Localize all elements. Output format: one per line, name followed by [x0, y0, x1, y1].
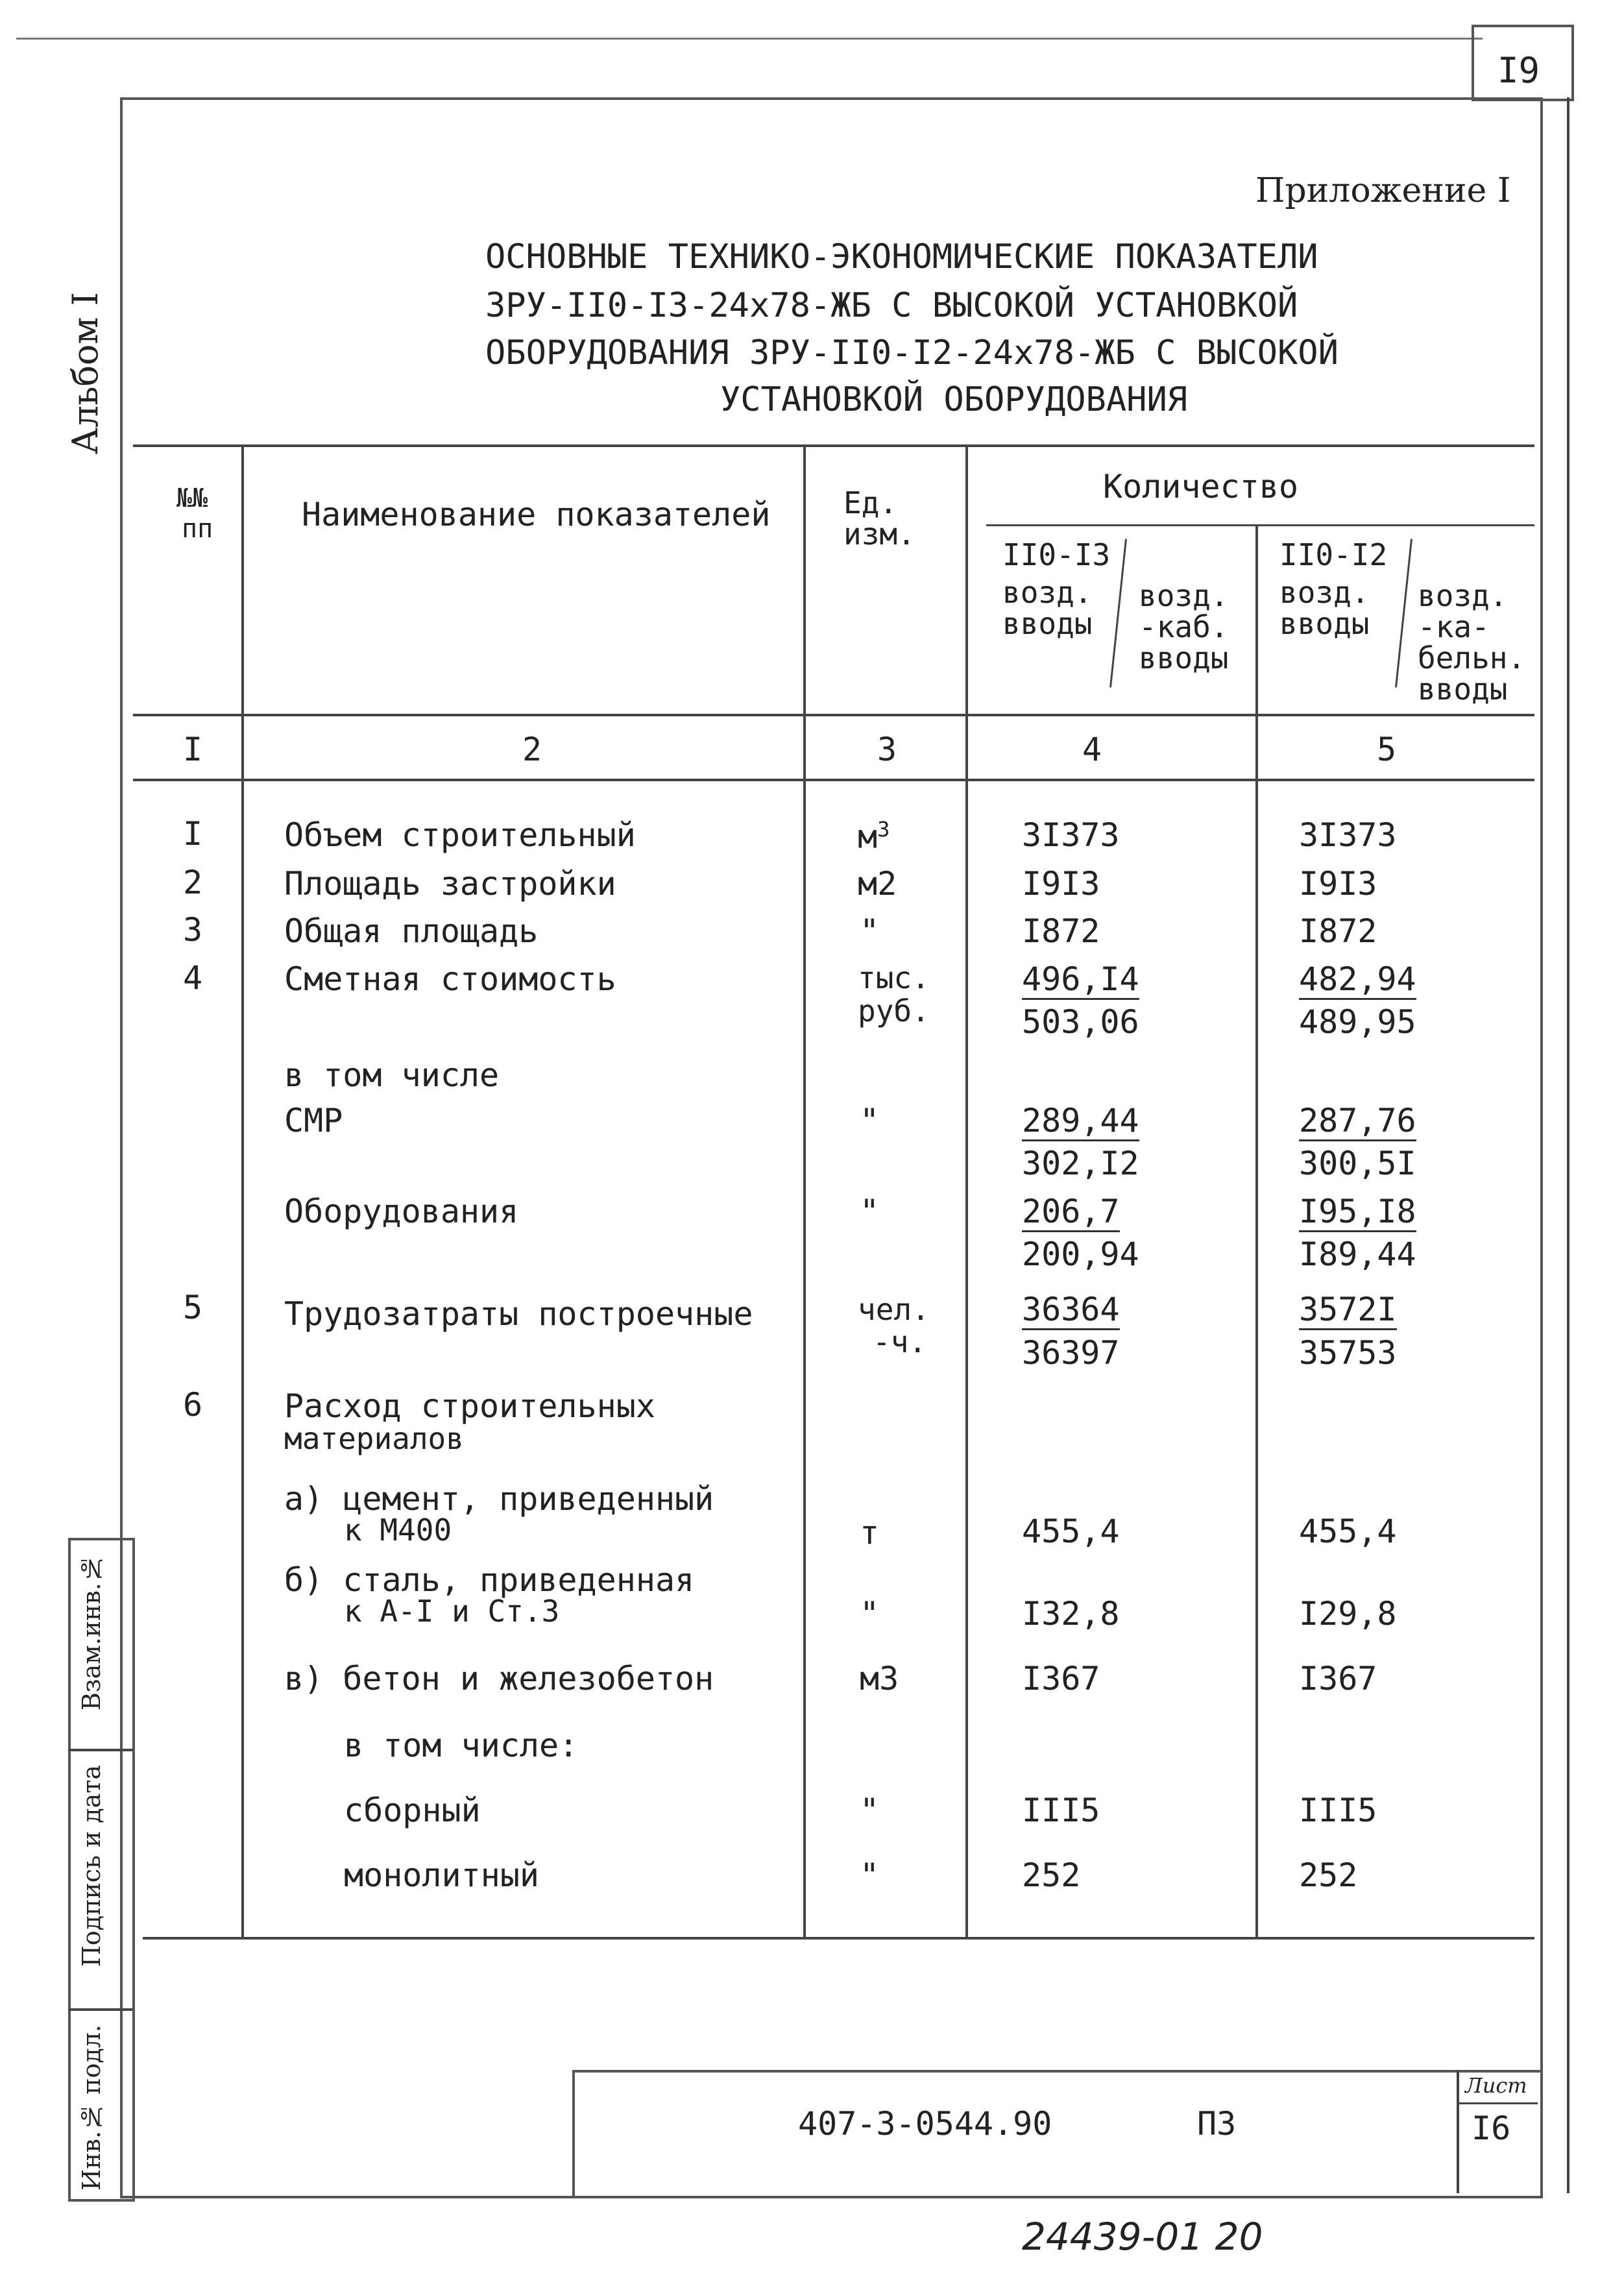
col-number-3: 3	[877, 731, 897, 768]
row-unit: "	[860, 1595, 880, 1633]
row-value-col4: 200,94	[1022, 1235, 1139, 1273]
row-value-col4: I32,8	[1022, 1595, 1120, 1633]
row-value-col4: I872	[1022, 912, 1100, 950]
row-name: Трудозатраты построечные	[284, 1295, 753, 1333]
row-name: Оборудования	[284, 1193, 519, 1230]
row-unit: чел.	[858, 1292, 930, 1327]
row-value-col4: III5	[1022, 1792, 1100, 1829]
row-unit: м2	[858, 865, 897, 903]
hdr-col5b-1: возд.	[1418, 578, 1508, 613]
table-top-rule	[133, 444, 1534, 447]
table-bottom-rule	[143, 1937, 1534, 1939]
row-value-col4: 455,4	[1022, 1513, 1120, 1550]
col-number-5: 5	[1377, 731, 1397, 768]
sheet-number: I6	[1472, 2110, 1511, 2147]
row-value-col4: 503,06	[1022, 1003, 1139, 1041]
row-unit: м3	[860, 1660, 899, 1697]
row-name: Расход строительных	[284, 1387, 655, 1425]
row-value-col5: I9I3	[1299, 865, 1377, 903]
row-unit: -ч.	[873, 1324, 927, 1359]
row-value-col4: 206,7	[1022, 1195, 1120, 1232]
hdr-col4b-1: возд.	[1139, 578, 1229, 613]
album-label: Альбом I	[65, 292, 106, 455]
title-line-2: ЗРУ-II0-I3-24x78-ЖБ С ВЫСОКОЙ УСТАНОВКОЙ	[485, 286, 1298, 325]
hdr-col5b-3: бельн.	[1418, 640, 1526, 675]
stamp-inv-podl: Инв.№ подл.	[77, 2025, 106, 2191]
row-value-col4: 3I373	[1022, 816, 1120, 854]
row-value-col5: 489,95	[1299, 1003, 1416, 1041]
row-value-col4: I9I3	[1022, 865, 1100, 903]
hdr-col4a-2: вводы	[1002, 606, 1093, 641]
hdr-col4b-2: -каб.	[1139, 609, 1229, 644]
hdr-col5-title: II0-I2	[1279, 537, 1388, 572]
row-unit: тыс.	[858, 960, 930, 995]
row-name: монолитный	[344, 1856, 540, 1894]
title-line-3: ОБОРУДОВАНИЯ ЗРУ-II0-I2-24x78-ЖБ С ВЫСОКОЙ	[485, 334, 1339, 372]
row-name: Площадь застройки	[284, 865, 616, 903]
hdr-col5a-1: возд.	[1279, 575, 1370, 610]
row-name: к А-I и Ст.3	[344, 1594, 560, 1629]
document-section: ПЗ	[1197, 2105, 1237, 2143]
handwritten-number: 24439-01 20	[1022, 2215, 1263, 2259]
hdr-col4-title: II0-I3	[1002, 537, 1111, 572]
row-num: 4	[183, 959, 203, 997]
page-number: I9	[1497, 50, 1540, 91]
row-unit: "	[860, 912, 880, 950]
row-name: сборный	[344, 1792, 481, 1829]
col-number-2: 2	[522, 731, 542, 768]
row-name: в) бетон и железобетон	[284, 1660, 714, 1697]
row-value-col4: I367	[1022, 1660, 1100, 1697]
row-unit: "	[860, 1193, 880, 1230]
row-value-col5: I367	[1299, 1660, 1377, 1697]
row-name: Сметная стоимость	[284, 960, 616, 998]
row-value-col4: 36364	[1022, 1293, 1120, 1330]
row-value-col5: 35753	[1299, 1334, 1397, 1372]
row-name: СМР	[284, 1102, 343, 1139]
row-unit: руб.	[858, 993, 930, 1028]
row-subheading: в том числе:	[344, 1727, 579, 1764]
sheet-label: Лист	[1465, 2073, 1527, 2098]
hdr-num-1: №№	[176, 483, 208, 513]
row-value-col4: 496,I4	[1022, 963, 1139, 1000]
row-value-col5: 287,76	[1299, 1104, 1416, 1141]
hdr-col5b-4: вводы	[1418, 672, 1508, 707]
row-name: к М400	[344, 1513, 452, 1548]
row-value-col5: I872	[1299, 912, 1377, 950]
row-value-col5: 482,94	[1299, 963, 1416, 1000]
row-value-col4: 289,44	[1022, 1104, 1139, 1141]
row-num: 2	[183, 864, 203, 901]
col-number-4: 4	[1082, 731, 1102, 768]
stamp-podpis: Подпись и дата	[77, 1765, 106, 1967]
row-name: а) цемент, приведенный	[284, 1480, 714, 1518]
row-num: 5	[183, 1289, 203, 1326]
hdr-num-2: пп	[182, 514, 213, 544]
hdr-col4b-3: вводы	[1139, 640, 1229, 675]
row-name: б) сталь, приведенная	[284, 1561, 695, 1599]
document-code: 407-3-0544.90	[798, 2105, 1052, 2143]
hdr-col5b-2: -ка-	[1418, 609, 1490, 644]
title-line-1: ОСНОВНЫЕ ТЕХНИКО-ЭКОНОМИЧЕСКИЕ ПОКАЗАТЕЛИ	[485, 237, 1318, 276]
row-unit: "	[860, 1856, 880, 1894]
row-value-col5: I29,8	[1299, 1595, 1397, 1633]
title-line-4: УСТАНОВКОЙ ОБОРУДОВАНИЯ	[720, 380, 1188, 419]
row-value-col5: 3572I	[1299, 1293, 1397, 1330]
row-unit: "	[860, 1792, 880, 1829]
row-name: Общая площадь	[284, 912, 539, 950]
row-value-col5: 252	[1299, 1856, 1358, 1894]
hdr-unit-2: изм.	[843, 517, 915, 552]
row-name: Объем строительный	[284, 816, 636, 854]
row-unit: "	[860, 1102, 880, 1139]
row-unit: т	[860, 1514, 880, 1551]
row-value-col4: 36397	[1022, 1334, 1120, 1372]
stamp-vzam: Взам.инв.№	[77, 1554, 106, 1711]
row-value-col5: I89,44	[1299, 1235, 1416, 1273]
hdr-col4a-1: возд.	[1002, 575, 1093, 610]
hdr-col5a-2: вводы	[1279, 606, 1370, 641]
title-block	[572, 2070, 1543, 2198]
row-value-col4: 302,I2	[1022, 1145, 1139, 1182]
row-name: материалов	[284, 1421, 464, 1456]
row-value-col5: 3I373	[1299, 816, 1397, 854]
hdr-unit-1: Ед.	[843, 485, 898, 520]
hdr-quantity: Количество	[1103, 468, 1299, 505]
unit-superscript: 3	[877, 817, 890, 842]
row-num: I	[183, 815, 203, 853]
row-value-col5: III5	[1299, 1792, 1377, 1829]
col-number-1: I	[183, 731, 203, 768]
row-value-col5: 300,5I	[1299, 1145, 1416, 1182]
hdr-name: Наименование показателей	[302, 496, 771, 533]
row-subheading: в том числе	[284, 1056, 500, 1094]
row-unit: $м^3$	[858, 817, 890, 856]
row-value-col5: 455,4	[1299, 1513, 1397, 1550]
row-num: 3	[183, 911, 203, 949]
row-value-col4: 252	[1022, 1856, 1081, 1894]
row-num: 6	[183, 1386, 203, 1424]
appendix-label: Приложение I	[1255, 171, 1511, 210]
row-value-col5: I95,I8	[1299, 1195, 1416, 1232]
